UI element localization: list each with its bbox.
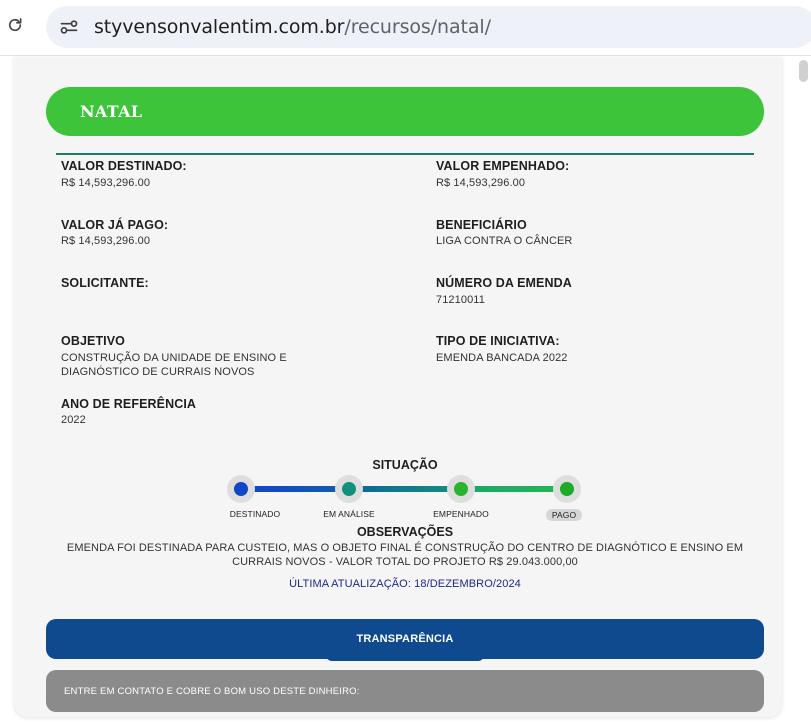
reload-icon[interactable]: [4, 14, 26, 36]
valor-pago-value: R$ 14,593,296.00: [61, 235, 151, 247]
step-empenhado-label: EMPENHADO: [433, 509, 489, 519]
page-title: NATAL: [80, 102, 143, 121]
scrollbar-track[interactable]: [796, 57, 811, 724]
divider: [56, 153, 754, 155]
tipo-iniciativa-label: TIPO DE INICIATIVA:: [436, 334, 560, 348]
situacao-title: SITUAÇÃO: [372, 458, 438, 472]
url-domain: styvensonvalentim.com.br: [94, 16, 345, 38]
valor-empenhado-label: VALOR EMPENHADO:: [436, 159, 570, 173]
step-pago-dot: [560, 482, 574, 496]
progress-line-2: [362, 486, 460, 492]
step-destinado-dot: [234, 482, 248, 496]
ano-referencia-label: ANO DE REFERÊNCIA: [61, 397, 197, 411]
step-destinado-label: DESTINADO: [229, 509, 281, 519]
ultima-atualizacao: ÚLTIMA ATUALIZAÇÃO: 18/DEZEMBRO/2024: [289, 578, 521, 590]
step-empenhado: [447, 475, 475, 503]
valor-empenhado-value: R$ 14,593,296.00: [436, 177, 526, 189]
observacoes-line1: EMENDA FOI DESTINADA PARA CUSTEIO, MAS O OBJETO FINAL É CONSTRUÇÃO DO CENTRO DE DIAGNÓTICO E ENSINO EM: [66, 542, 744, 554]
tune-icon[interactable]: [58, 16, 80, 38]
observacoes-text: [50, 541, 760, 569]
ano-referencia-value: 2022: [61, 414, 86, 426]
numero-emenda-label: NÚMERO DA EMENDA: [436, 276, 572, 290]
step-em-analise-label: EM ANÁLISE: [323, 509, 375, 519]
objetivo-label: OBJETIVO: [61, 334, 126, 348]
progress-line-1: [252, 486, 348, 492]
step-em-analise-dot: [342, 482, 356, 496]
page-title-bar: [46, 87, 764, 136]
numero-emenda-value: 71210011: [436, 294, 485, 306]
contact-text: ENTRE EM CONTATO E COBRE O BOM USO DESTE DINHEIRO:: [64, 686, 360, 697]
browser-toolbar: [0, 0, 811, 56]
valor-destinado-value: R$ 14,593,296.00: [61, 177, 151, 189]
scrollbar-thumb[interactable]: [799, 60, 808, 82]
step-em-analise: [335, 475, 363, 503]
step-pago-label: PAGO: [546, 509, 582, 521]
step-destinado: [227, 475, 255, 503]
step-pago: [553, 475, 581, 503]
observacoes-line2: CURRAIS NOVOS - VALOR TOTAL DO PROJETO R$ 29.043.000,00: [232, 556, 578, 568]
valor-pago-label: VALOR JÁ PAGO:: [61, 218, 169, 232]
content-card: [14, 57, 782, 717]
url-path: /recursos/natal/: [344, 16, 491, 38]
transparencia-button-tab: [326, 655, 484, 661]
step-empenhado-dot: [454, 482, 468, 496]
objetivo-value-line1: CONSTRUÇÃO DA UNIDADE DE ENSINO E: [61, 352, 287, 364]
beneficiario-label: BENEFICIÁRIO: [436, 218, 527, 232]
beneficiario-value: LIGA CONTRA O CÂNCER: [436, 235, 573, 247]
observacoes-title: OBSERVAÇÕES: [356, 525, 454, 539]
address-bar[interactable]: [46, 6, 811, 48]
valor-destinado-label: VALOR DESTINADO:: [61, 159, 187, 173]
url-text[interactable]: [94, 16, 491, 38]
transparencia-button[interactable]: TRANSPARÊNCIA: [46, 619, 764, 659]
objetivo-value-line2: DIAGNÓSTICO DE CURRAIS NOVOS: [61, 366, 255, 378]
solicitante-label: SOLICITANTE:: [61, 276, 149, 290]
tipo-iniciativa-value: EMENDA BANCADA 2022: [436, 352, 568, 364]
contact-bar[interactable]: [46, 670, 764, 712]
